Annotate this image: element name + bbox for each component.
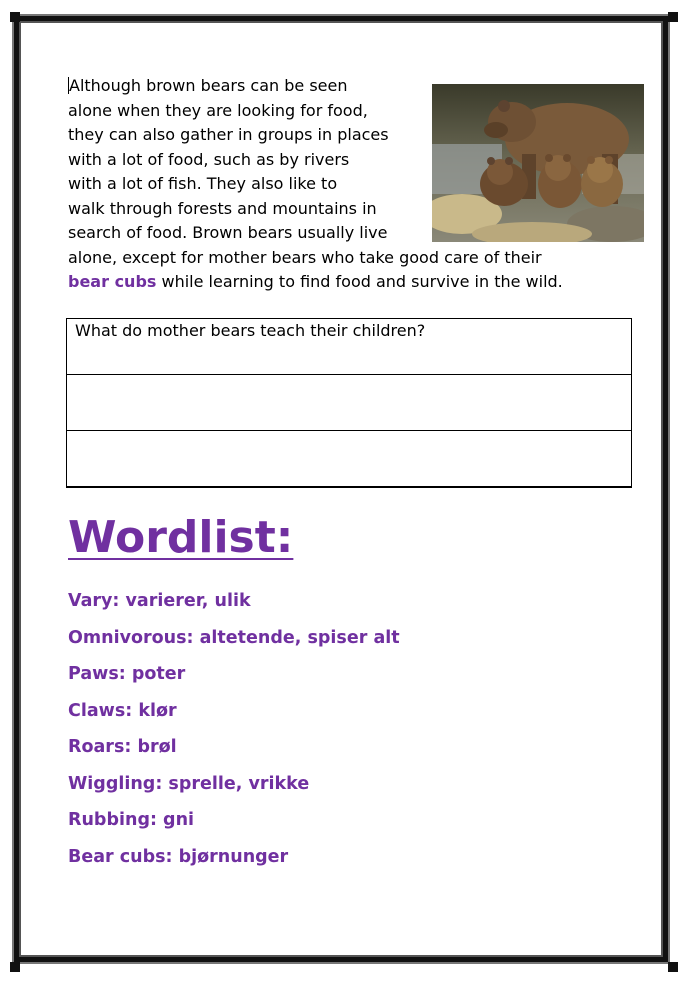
wordlist-item: Bear cubs: bjørnunger	[68, 846, 289, 867]
highlight-bear-cubs: bear cubs	[68, 272, 157, 291]
wordlist-item: Wiggling: sprelle, vrikke	[68, 773, 310, 794]
answer-row[interactable]	[67, 375, 631, 431]
paragraph-line: with a lot of food, such as by rivers	[68, 149, 350, 169]
wordlist-item: Paws: poter	[68, 664, 186, 684]
paragraph-line: walk through forests and mountains in	[68, 198, 377, 218]
border-corner	[668, 12, 678, 22]
paragraph-line: search of food. Brown bears usually live	[68, 223, 388, 242]
wordlist-item: Claws: klør	[68, 700, 177, 721]
wordlist	[68, 588, 400, 880]
wordlist-item: Rubbing: gni	[68, 810, 195, 830]
wordlist-item: Vary: varierer, ulik	[68, 591, 251, 611]
question-table	[66, 318, 632, 488]
paragraph-line: alone, except for mother bears who take good care of their	[68, 247, 542, 267]
border-corner	[668, 962, 678, 972]
border-corner	[10, 962, 20, 972]
answer-row[interactable]	[67, 431, 631, 487]
paragraph-line: alone when they are looking for food,	[68, 100, 368, 120]
paragraph-line: they can also gather in groups in places	[68, 125, 389, 144]
wordlist-item: Roars: brøl	[68, 737, 177, 757]
question-text: What do mother bears teach their children?	[75, 321, 426, 340]
bear-paragraph	[68, 74, 630, 295]
wordlist-title: Wordlist:	[68, 512, 294, 563]
border-corner	[10, 12, 20, 22]
paragraph-line: with a lot of fish. They also like to	[68, 174, 338, 193]
paragraph-line: bear cubs while learning to find food and survive in the wild.	[68, 272, 563, 291]
wordlist-item: Omnivorous: altetende, spiser alt	[68, 627, 400, 648]
paragraph-line: Although brown bears can be seen	[69, 76, 348, 95]
